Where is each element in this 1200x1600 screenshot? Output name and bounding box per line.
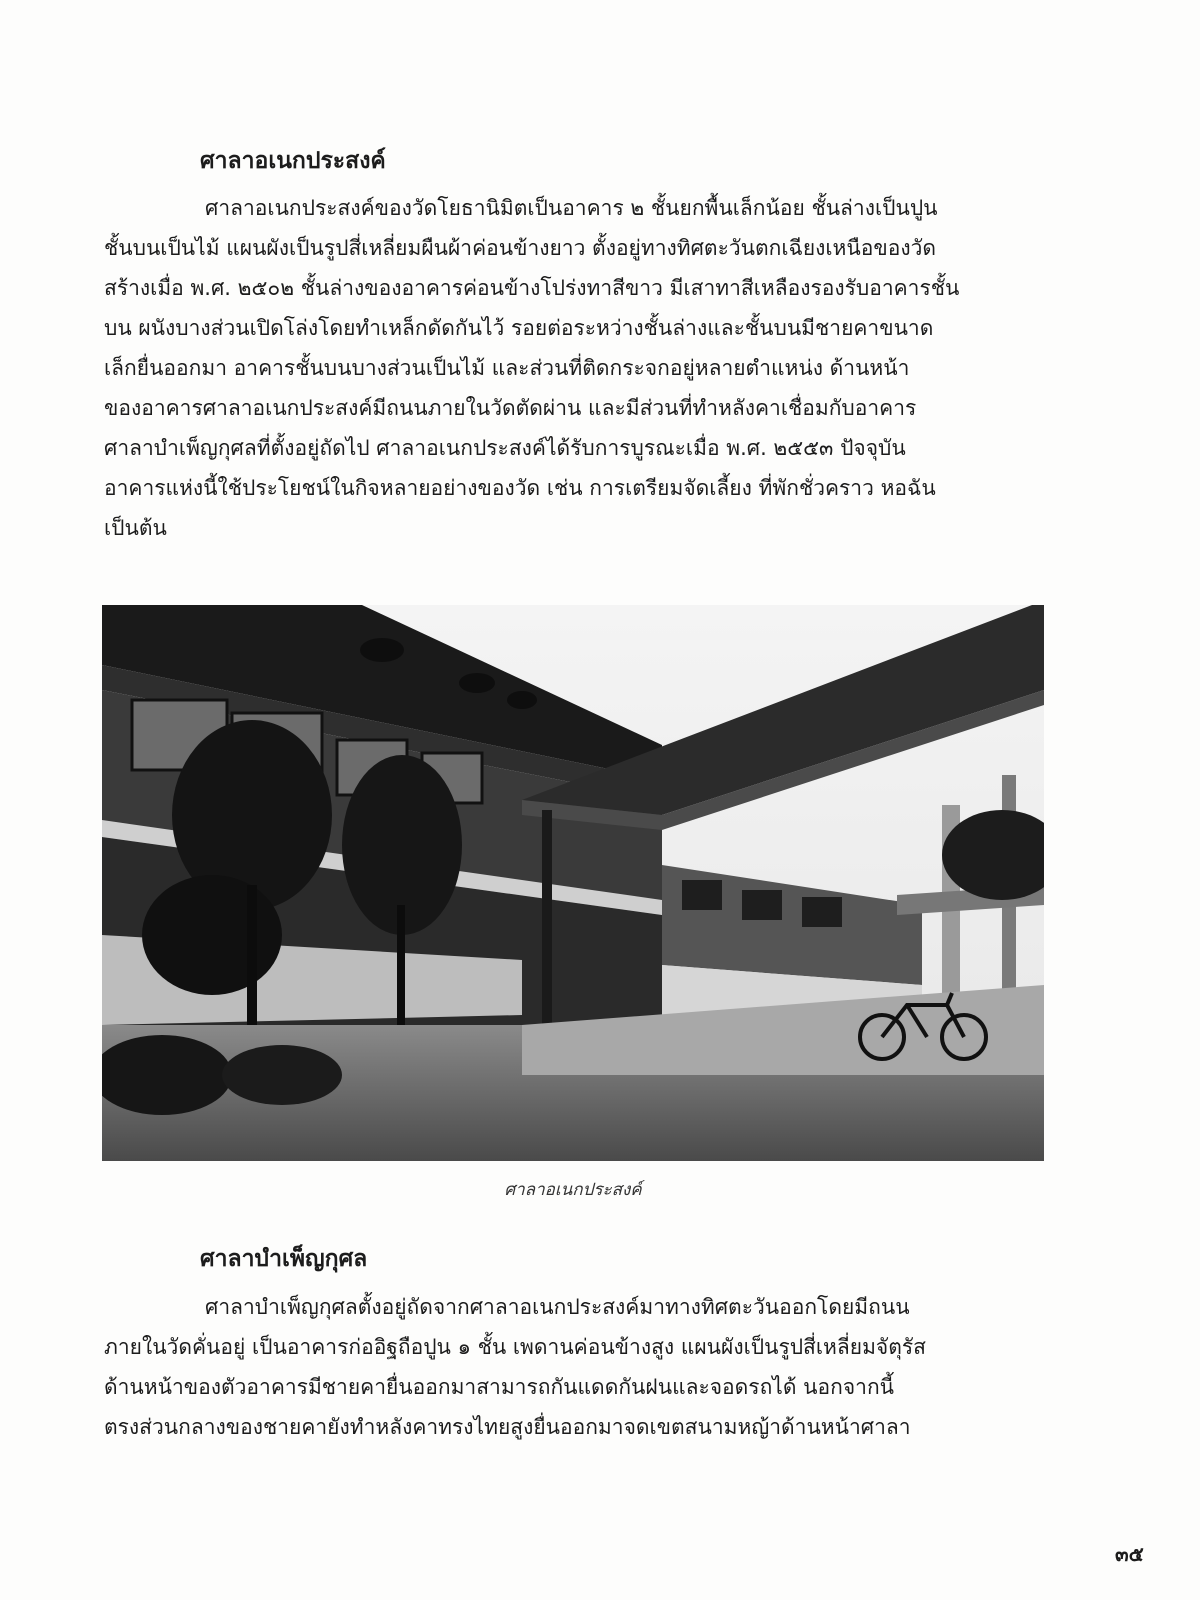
section-heading-merit-hall: ศาลาบำเพ็ญกุศล	[200, 1246, 368, 1272]
paragraph-line: ด้านหน้าของตัวอาคารมีชายคายื่นออกมาสามารถกันแดดกันฝนและจอดรถได้ นอกจากนี้	[104, 1375, 895, 1399]
paragraph-line: ศาลาบำเพ็ญกุศลตั้งอยู่ถัดจากศาลาอเนกประสงค์มาทางทิศตะวันออกโดยมีถนน	[205, 1295, 910, 1319]
paragraph-line: เล็กยื่นออกมา อาคารชั้นบนบางส่วนเป็นไม้ และส่วนที่ติดกระจกอยู่หลายตำแหน่ง ด้านหน้า	[104, 356, 910, 380]
page-number: ๓๕	[1115, 1542, 1144, 1566]
paragraph-line: ศาลาบำเพ็ญกุศลที่ตั้งอยู่ถัดไป ศาลาอเนกประสงค์ได้รับการบูรณะเมื่อ พ.ศ. ๒๕๕๓ ปัจจุบัน	[104, 436, 906, 460]
paragraph-line: ชั้นบนเป็นไม้ แผนผังเป็นรูปสี่เหลี่ยมผืนผ้าค่อนข้างยาว ตั้งอยู่ทางทิศตะวันตกเฉียงเหนือของวัด	[104, 236, 937, 260]
building-photo	[102, 605, 1044, 1161]
paragraph-line: ของอาคารศาลาอเนกประสงค์มีถนนภายในวัดตัดผ่าน และมีส่วนที่ทำหลังคาเชื่อมกับอาคาร	[104, 396, 917, 420]
paragraph-line: สร้างเมื่อ พ.ศ. ๒๕๐๒ ชั้นล่างของอาคารค่อนข้างโปร่งทาสีขาว มีเสาทาสีเหลืองรองรับอาคารชั้น	[104, 276, 960, 300]
building-photo-illustration	[102, 605, 1044, 1161]
paragraph-line: ภายในวัดคั่นอยู่ เป็นอาคารก่ออิฐถือปูน ๑ ชั้น เพดานค่อนข้างสูง แผนผังเป็นรูปสี่เหลี่ยมจัตุรัส	[104, 1335, 926, 1359]
paragraph-line: ศาลาอเนกประสงค์ของวัดโยธานิมิตเป็นอาคาร ๒ ชั้นยกพื้นเล็กน้อย ชั้นล่างเป็นปูน	[205, 196, 938, 220]
paragraph-line: เป็นต้น	[104, 516, 167, 540]
photo-caption: ศาลาอเนกประสงค์	[504, 1180, 642, 1200]
paragraph-multipurpose-hall	[104, 188, 1044, 548]
paragraph-line: บน ผนังบางส่วนเปิดโล่งโดยทำเหล็กดัดกันไว้ รอยต่อระหว่างชั้นล่างและชั้นบนมีชายคาขนาด	[104, 316, 934, 340]
section-heading-multipurpose-hall: ศาลาอเนกประสงค์	[200, 148, 386, 174]
paragraph-line: ตรงส่วนกลางของชายคายังทำหลังคาทรงไทยสูงยื่นออกมาจดเขตสนามหญ้าด้านหน้าศาลา	[104, 1415, 911, 1439]
paragraph-line: อาคารแห่งนี้ใช้ประโยชน์ในกิจหลายอย่างของวัด เช่น การเตรียมจัดเลี้ยง ที่พักชั่วคราว หอฉัน	[104, 476, 936, 500]
paragraph-merit-hall	[104, 1287, 1044, 1447]
